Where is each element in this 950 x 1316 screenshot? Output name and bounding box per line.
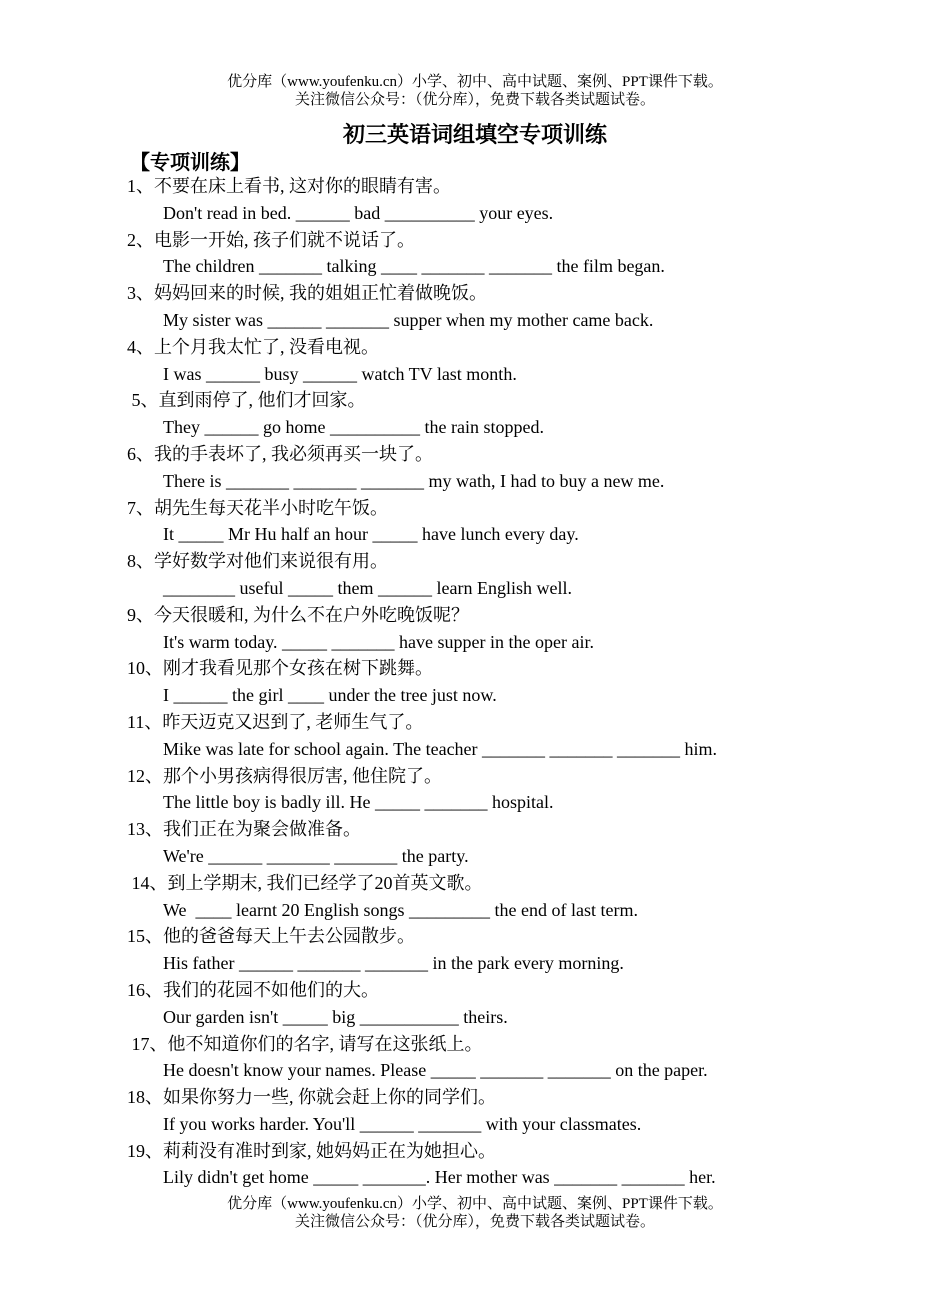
exercise-item (127, 441, 907, 495)
exercise-item (127, 387, 907, 441)
exercise-item (127, 602, 907, 656)
question-english: It _____ Mr Hu half an hour _____ have lunch every day. (163, 524, 579, 545)
exercise-item (127, 763, 907, 817)
question-chinese: 6、我的手表坏了, 我必须再买一块了。 (127, 443, 433, 464)
footer-line-1: 优分库（www.youfenku.cn）小学、初中、高中试题、案例、PPT课件下载。 (227, 1196, 723, 1212)
question-english: The children _______ talking ____ _______ _______ the film began. (163, 256, 665, 277)
question-english: The little boy is badly ill. He _____ _______ hospital. (163, 792, 554, 813)
question-chinese: 8、学好数学对他们来说很有用。 (127, 551, 388, 572)
exercise-item (127, 1031, 907, 1085)
exercise-item (127, 173, 907, 227)
question-english: Mike was late for school again. The teacher _______ _______ _______ him. (163, 738, 718, 759)
question-chinese: 13、我们正在为聚会做准备。 (127, 819, 361, 840)
question-english: It's warm today. _____ _______ have supper in the oper air. (163, 631, 594, 652)
exercise-item (127, 816, 907, 870)
question-english: We ____ learnt 20 English songs _________ the end of last term. (163, 899, 638, 920)
question-chinese: 12、那个小男孩病得很厉害, 他住院了。 (127, 765, 442, 786)
exercise-item (127, 548, 907, 602)
question-english: Our garden isn't _____ big ___________ theirs. (163, 1006, 508, 1027)
header-line-1: 优分库（www.youfenku.cn）小学、初中、高中试题、案例、PPT课件下载。 (227, 74, 723, 90)
exercise-item (127, 334, 907, 388)
header-line-2: 关注微信公众号：（优分库），免费下载各类试题试卷。 (294, 92, 655, 108)
question-chinese: 4、上个月我太忙了, 没看电视。 (127, 336, 379, 357)
exercise-item (127, 923, 907, 977)
question-chinese: 11、昨天迈克又迟到了, 老师生气了。 (127, 711, 424, 732)
question-english: We're ______ _______ _______ the party. (163, 845, 469, 866)
question-english: They ______ go home __________ the rain stopped. (163, 417, 544, 438)
question-chinese: 5、直到雨停了, 他们才回家。 (127, 390, 366, 411)
question-chinese: 17、他不知道你们的名字, 请写在这张纸上。 (127, 1033, 483, 1054)
question-english: I was ______ busy ______ watch TV last month. (163, 363, 517, 384)
question-english: Lily didn't get home _____ _______. Her mother was _______ _______ her. (163, 1167, 716, 1188)
exercise-item (127, 870, 907, 924)
question-english: If you works harder. You'll ______ _______ with your classmates. (163, 1113, 642, 1134)
question-chinese: 7、胡先生每天花半小时吃午饭。 (127, 497, 388, 518)
exercise-item (127, 1084, 907, 1138)
footer-banner (0, 1195, 950, 1231)
exercise-item (127, 280, 907, 334)
exercise-list (127, 173, 907, 1191)
exercise-item (127, 1138, 907, 1192)
exercise-item (127, 977, 907, 1031)
question-chinese: 16、我们的花园不如他们的大。 (127, 979, 379, 1000)
question-chinese: 18、如果你努力一些, 你就会赶上你的同学们。 (127, 1087, 496, 1108)
page-title: 初三英语词组填空专项训练 (342, 122, 607, 147)
exercise-item (127, 227, 907, 281)
question-chinese: 10、刚才我看见那个女孩在树下跳舞。 (127, 658, 433, 679)
question-english: His father ______ _______ _______ in the park every morning. (163, 953, 624, 974)
question-english: ________ useful _____ them ______ learn English well. (163, 577, 572, 598)
question-english: Don't read in bed. ______ bad __________ your eyes. (163, 202, 554, 223)
question-chinese: 14、到上学期末, 我们已经学了20首英文歌。 (127, 872, 483, 893)
footer-line-2: 关注微信公众号：（优分库），免费下载各类试题试卷。 (294, 1214, 655, 1230)
exercise-item (127, 655, 907, 709)
question-chinese: 19、莉莉没有准时到家, 她妈妈正在为她担心。 (127, 1140, 496, 1161)
question-english: I ______ the girl ____ under the tree just now. (163, 685, 497, 706)
question-chinese: 3、妈妈回来的时候, 我的姐姐正忙着做晚饭。 (127, 283, 487, 304)
question-english: My sister was ______ _______ supper when my mother came back. (163, 309, 654, 330)
question-chinese: 2、电影一开始, 孩子们就不说话了。 (127, 229, 415, 250)
question-english: He doesn't know your names. Please _____ _______ _______ on the paper. (163, 1060, 708, 1081)
question-chinese: 1、不要在床上看书, 这对你的眼睛有害。 (127, 176, 451, 196)
exercise-item (127, 495, 907, 549)
question-english: There is _______ _______ _______ my wath, I had to buy a new me. (163, 470, 665, 491)
header-banner (0, 73, 950, 109)
exercise-item (127, 709, 907, 763)
question-chinese: 15、他的爸爸每天上午去公园散步。 (127, 926, 415, 947)
section-heading: 【专项训练】 (130, 152, 250, 174)
question-chinese: 9、今天很暖和, 为什么不在户外吃晚饭呢？ (127, 604, 469, 625)
